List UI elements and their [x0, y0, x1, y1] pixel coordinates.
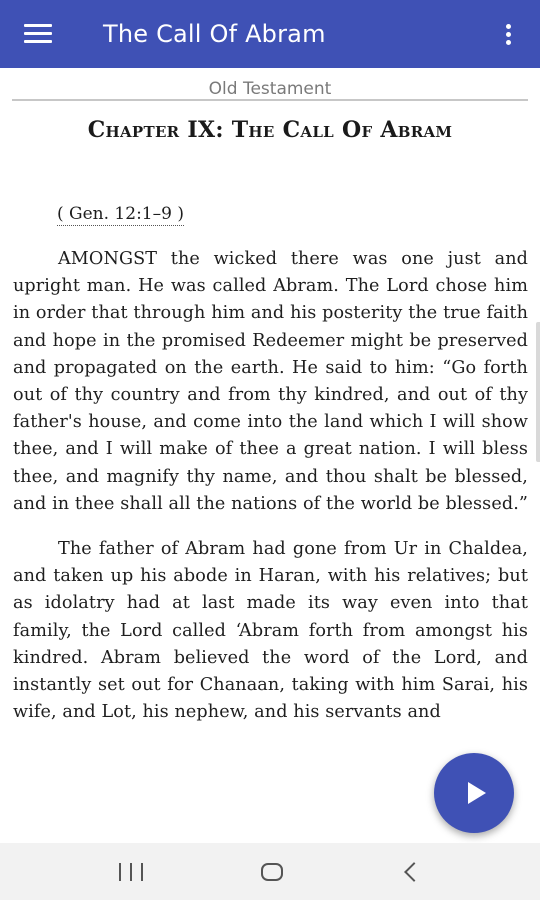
- more-vert-icon: [506, 24, 511, 29]
- hamburger-menu-icon: [24, 24, 52, 44]
- system-navigation-bar: [0, 843, 540, 900]
- chapter-body: [13, 246, 528, 744]
- play-icon: [468, 782, 486, 804]
- menu-button[interactable]: [0, 0, 82, 68]
- back-icon[interactable]: [404, 862, 424, 882]
- scripture-reference-link[interactable]: ( Gen. 12:1–9 ): [57, 204, 184, 224]
- app-title: The Call Of Abram: [103, 20, 326, 48]
- more-options-button[interactable]: [494, 20, 522, 48]
- chapter-title: Chapter IX: The Call Of Abram: [87, 117, 453, 143]
- app-bar: [0, 0, 540, 68]
- section-label: Old Testament: [208, 79, 332, 99]
- paragraph: AMONGST the wicked there was one just and upright man. He was called Abram. The Lord chose him in order that through him and his posterity the true faith and hope in the promised Redeemer might be preserved and propagated on the earth. He said to him: “Go forth out of thy country and from thy kindred, and out of thy father's house, and come into the land which I will show thee, and I will make of thee a great nation. I will bless thee, and magnify thy name, and thou shalt be blessed, and in thee shall all the nations of the world be blessed.”: [13, 249, 528, 514]
- divider: [12, 99, 528, 101]
- paragraph: The father of Abram had gone from Ur in Chaldea, and taken up his abode in Haran, with his relatives; but as idolatry had at last made its way even into that family, the Lord called ‘Abram forth from amongst his kindred. Abram believed the word of the Lord, and instantly set out for Chanaan, taking with him Sarai, his wife, and Lot, his nephew, and his servants and: [13, 539, 528, 723]
- play-button[interactable]: [434, 753, 514, 833]
- recents-icon[interactable]: [119, 863, 143, 881]
- home-icon[interactable]: [261, 863, 283, 881]
- scroll-handle[interactable]: [536, 322, 540, 462]
